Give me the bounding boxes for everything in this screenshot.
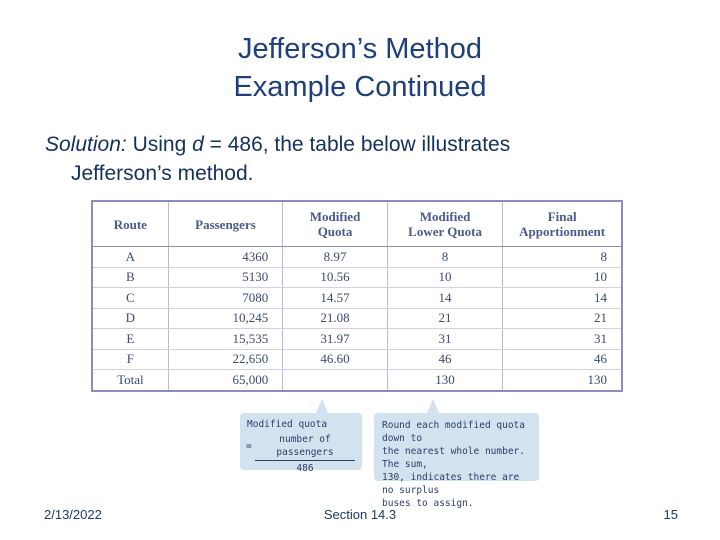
cell-passengers: 65,000 xyxy=(168,370,283,391)
cell-route: C xyxy=(92,288,168,309)
cell-final: 21 xyxy=(503,308,622,329)
cell-lower-quota: 8 xyxy=(387,247,502,268)
cell-lower-quota: 130 xyxy=(387,370,502,391)
cell-passengers: 5130 xyxy=(168,267,283,288)
cell-passengers: 10,245 xyxy=(168,308,283,329)
cell-passengers: 15,535 xyxy=(168,329,283,350)
callout-rounding-note xyxy=(374,413,539,509)
slide-title xyxy=(0,30,720,106)
cell-modified-quota xyxy=(283,370,388,391)
cell-passengers: 7080 xyxy=(168,288,283,309)
solution-text xyxy=(45,130,705,188)
header-final-apportionment: Final Apportionment xyxy=(503,201,622,247)
table-row-total xyxy=(92,370,622,391)
cell-final: 10 xyxy=(503,267,622,288)
callout-round-line-1: Round each modified quota down to xyxy=(382,420,525,444)
cell-route: D xyxy=(92,308,168,329)
table-header-row xyxy=(92,201,622,247)
callout-round-line-2: the nearest whole number. The sum, xyxy=(382,446,525,470)
cell-final: 8 xyxy=(503,247,622,268)
cell-modified-quota: 8.97 xyxy=(283,247,388,268)
cell-modified-quota: 14.57 xyxy=(283,288,388,309)
table-row xyxy=(92,247,622,268)
cell-lower-quota: 14 xyxy=(387,288,502,309)
footer-date: 2/13/2022 xyxy=(44,507,102,522)
cell-route: F xyxy=(92,349,168,370)
cell-final: 14 xyxy=(503,288,622,309)
cell-lower-quota: 21 xyxy=(387,308,502,329)
header-passengers: Passengers xyxy=(168,201,283,247)
cell-route: B xyxy=(92,267,168,288)
cell-modified-quota: 21.08 xyxy=(283,308,388,329)
cell-passengers: 4360 xyxy=(168,247,283,268)
cell-route: E xyxy=(92,329,168,350)
header-route: Route xyxy=(92,201,168,247)
solution-variable: d xyxy=(192,133,204,156)
cell-modified-quota: 31.97 xyxy=(283,329,388,350)
footer-page-number: 15 xyxy=(663,507,678,522)
header-modified-quota: Modified Quota xyxy=(283,201,388,247)
cell-route: A xyxy=(92,247,168,268)
callout-quota-equals: = xyxy=(246,441,252,452)
table-row xyxy=(92,329,622,350)
cell-modified-quota: 10.56 xyxy=(283,267,388,288)
cell-lower-quota: 46 xyxy=(387,349,502,370)
solution-line-2: Jefferson’s method. xyxy=(71,162,254,185)
cell-lower-quota: 31 xyxy=(387,329,502,350)
callout-quota-denominator: 486 xyxy=(296,463,314,474)
callout-modified-quota xyxy=(240,413,362,474)
title-line-1: Jefferson’s Method xyxy=(238,33,482,65)
header-modified-lower-quota: Modified Lower Quota xyxy=(387,201,502,247)
cell-final: 130 xyxy=(503,370,622,391)
table-row xyxy=(92,349,622,370)
callout-quota-pointer xyxy=(316,399,328,413)
cell-route: Total xyxy=(92,370,168,391)
callout-quota-heading: Modified quota xyxy=(247,419,328,430)
table-row xyxy=(92,288,622,309)
solution-text-a: Using xyxy=(126,133,193,156)
cell-passengers: 22,650 xyxy=(168,349,283,370)
callout-round-pointer xyxy=(427,399,439,413)
footer-section: Section 14.3 xyxy=(323,507,397,522)
table-row xyxy=(92,308,622,329)
apportionment-table xyxy=(91,200,623,392)
cell-modified-quota: 46.60 xyxy=(283,349,388,370)
table-row xyxy=(92,267,622,288)
solution-text-b: = 486, the table below illustrates xyxy=(203,133,511,156)
callout-round-line-3: 130, indicates there are no surplus xyxy=(382,472,520,496)
solution-label: Solution: xyxy=(45,133,127,156)
callout-quota-numerator: number of passengers xyxy=(255,433,355,461)
cell-final: 31 xyxy=(503,329,622,350)
cell-lower-quota: 10 xyxy=(387,267,502,288)
callout-round-line-4: buses to assign. xyxy=(382,498,474,509)
title-line-2: Example Continued xyxy=(233,71,487,103)
callout-quota-fraction xyxy=(255,433,355,475)
cell-final: 46 xyxy=(503,349,622,370)
